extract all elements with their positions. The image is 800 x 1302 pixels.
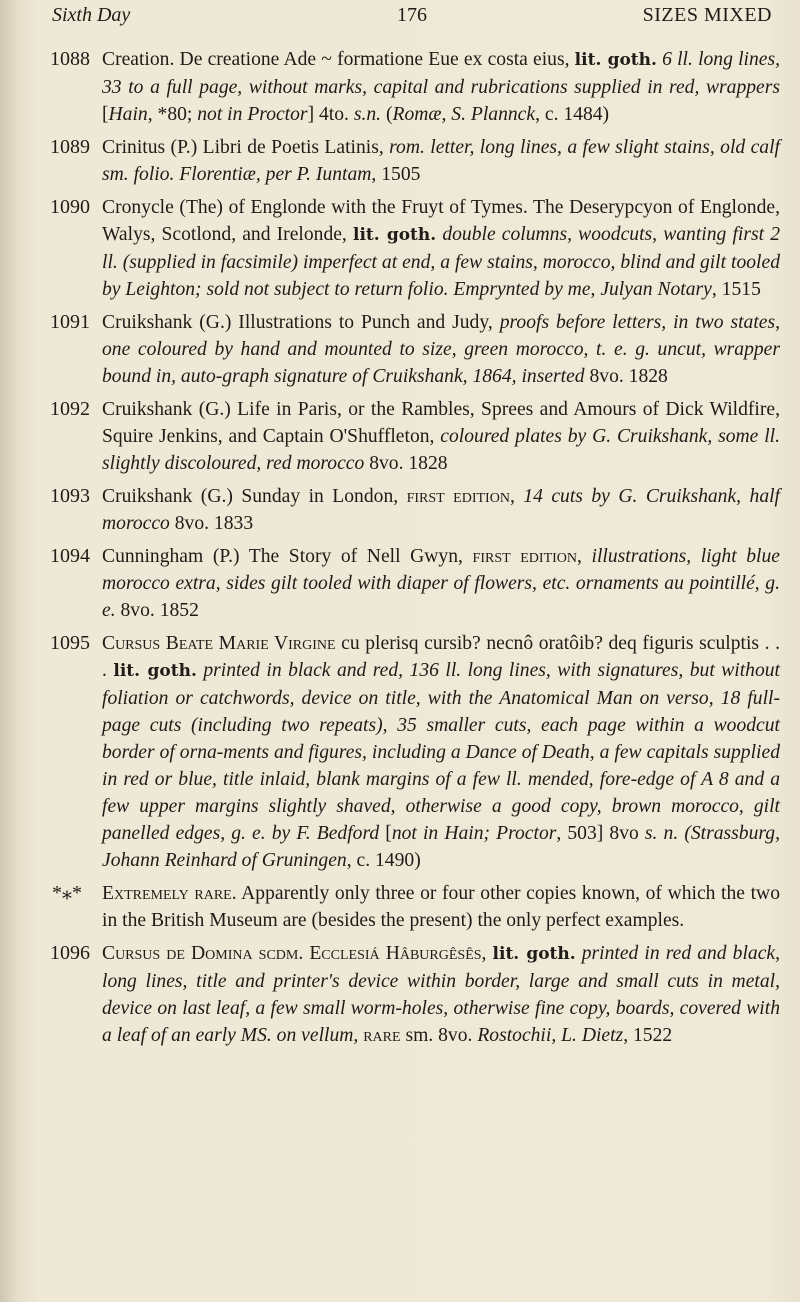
lot-entry <box>50 46 780 128</box>
lot-list <box>50 46 780 1055</box>
page-number: 176 <box>397 4 427 26</box>
lot-number: 1092 <box>50 398 90 420</box>
text-run: not in Hain; Proctor <box>391 823 557 844</box>
lot-entry <box>50 543 780 624</box>
lot-description <box>102 134 780 188</box>
text-run: sm. 8vo. <box>400 1025 478 1046</box>
lot-number: 1091 <box>50 311 90 333</box>
lot-number: 1088 <box>50 48 90 70</box>
text-run: Rostochii, L. Dietz <box>477 1025 624 1046</box>
text-run: Creation. De creatione Ade ~ formatione Eue ex costa eius, <box>102 49 575 70</box>
text-run: . Apparently only three or four other copies known, of which the two in the British Museum are (besides the present) the only perfect examples. <box>102 883 780 931</box>
lot-number: 1094 <box>50 545 90 567</box>
text-run: not in Proctor <box>197 104 308 125</box>
note-text <box>102 880 780 934</box>
text-run: Crinitus (P.) Libri de Poetis Latinis, <box>102 137 390 158</box>
text-run: s. n. (Strassburg, Johann Reinhard of Gruningen <box>102 823 780 871</box>
lot-entry <box>50 940 780 1049</box>
text-run: 6 ll. long lines, 33 to a full page, without marks, capital and rubrications supplied in red, wrappers <box>102 49 780 98</box>
text-run: , <box>577 546 592 567</box>
text-run: lit. goth. <box>113 661 197 681</box>
text-run: Hain <box>108 104 148 125</box>
lot-entry <box>50 630 780 874</box>
lot-number: 1095 <box>50 632 90 654</box>
lot-entry <box>50 483 780 537</box>
lot-description <box>102 309 780 390</box>
lot-note <box>50 880 780 934</box>
text-run: Cruikshank (G.) Life in Paris, or the Rambles, Sprees and Amours of Dick Wildfire, Squire Jenkins, and Captain O'Shuffleton, <box>102 399 780 447</box>
text-run: lit. goth. <box>352 225 437 245</box>
text-run: [ <box>379 823 392 844</box>
lot-description <box>102 543 780 624</box>
page-header <box>52 0 772 34</box>
text-run: rare <box>363 1025 401 1046</box>
lot-number: 1090 <box>50 196 90 218</box>
text-run: , c. 1484) <box>535 104 610 125</box>
text-run: , 503] 8vo <box>556 823 645 844</box>
lot-description <box>102 396 780 477</box>
asterism-mark: *⁎* <box>52 882 82 904</box>
lot-entry <box>50 396 780 477</box>
lot-description <box>102 630 780 874</box>
text-run: Cunningham (P.) The Story of Nell Gwyn, <box>102 546 473 567</box>
text-run: coloured plates by G. Cruikshank, some ll. slightly discoloured, red morocco <box>102 426 780 474</box>
text-run: rom. letter, long lines, a few slight stains, old calf <box>389 137 780 158</box>
text-run: Cursus Beate Marie Virgine <box>102 633 336 654</box>
text-run: Extremely rare <box>102 883 232 904</box>
text-run: , *80; <box>147 104 198 125</box>
text-run: Cursus de Domina scdm. Ecclesiá Hâburgêsês <box>102 943 482 964</box>
text-run: 8vo. 1828 <box>364 453 448 474</box>
lot-description <box>102 46 780 128</box>
text-run: , 1522 <box>623 1025 673 1046</box>
text-run: proofs before letters, in two states, one coloured by hand and mounted to size, green morocco, t. e. g. uncut, wrapper bound in, auto-graph signature of Cruikshank, 1864, inserted <box>102 312 780 387</box>
text-run: printed in red and black, long lines, title and printer's device within border, large and small cuts in metal, device on last leaf, a few small worm-holes, otherwise fine copy, boards, covered with a leaf of an early MS. on vellum, <box>102 943 780 1046</box>
text-run: first edition <box>472 546 578 567</box>
text-run: , 1515 <box>711 279 761 300</box>
text-run: [ <box>102 104 109 125</box>
text-run: sm. folio. Florentiæ, per P. Iuntam <box>102 164 372 185</box>
text-run: 8vo. 1852 <box>115 600 199 621</box>
text-run: ] 4to. <box>307 104 354 125</box>
text-run: , c. 1490) <box>346 850 421 871</box>
text-run: Romæ, S. Plannck <box>392 104 536 125</box>
text-run: ( <box>381 104 393 125</box>
running-head-section: SIZES MIXED <box>642 4 772 26</box>
lot-number: 1096 <box>50 942 90 964</box>
text-run: folio. Emprynted by me, Julyan Notary <box>407 279 712 300</box>
text-run: 14 cuts by G. Cruikshank, half morocco <box>102 486 780 534</box>
running-head-day: Sixth Day <box>52 4 131 26</box>
text-run: , 1505 <box>371 164 421 185</box>
text-run: Cronycle (The) of Englonde with the Fruyt of Tymes. The Deserypcyon of Englonde, Walys, Scotlond, and Irelonde, <box>102 197 780 245</box>
text-run: 8vo. 1828 <box>584 366 668 387</box>
text-run: lit. goth. <box>492 944 576 964</box>
text-run: 8vo. 1833 <box>169 513 254 534</box>
text-run: , <box>481 943 493 964</box>
lot-number: 1089 <box>50 136 90 158</box>
lot-description <box>102 940 780 1049</box>
text-run: , <box>509 486 524 507</box>
lot-entry <box>50 134 780 188</box>
text-run: lit. goth. <box>574 50 657 70</box>
lot-number: 1093 <box>50 485 90 507</box>
text-run: s.n. <box>353 104 382 125</box>
text-run: first edition <box>406 486 510 507</box>
text-run: printed in black and red, 136 ll. long lines, with signatures, but without foliation or catchwords, device on title, with the Anatomical Man on verso, 18 full-page cuts (including two repeats), 35 smaller cuts, each page within a woodcut border of orna-ments and figures, including a Dance of Death, a few capitals supplied in red or blue, title inlaid, blank margins of a few ll. mended, fore-edge of A 8 and a few upper margins slightly shaved, otherwise a good copy, brown morocco, gilt panelled edges, g. e. by F. Bedford <box>102 660 780 844</box>
text-run: cu plerisq cursib? necnô oratôib? deq figuris sculptis . . . <box>102 633 780 681</box>
text-run: Cruikshank (G.) Sunday in London, <box>102 486 407 507</box>
text-run: illustrations, light blue morocco extra, sides gilt tooled with diaper of flowers, etc. ornaments au pointillé, g. e. <box>102 546 780 621</box>
lot-entry <box>50 194 780 303</box>
lot-description <box>102 483 780 537</box>
text-run: Cruikshank (G.) Illustrations to Punch and Judy, <box>102 312 500 333</box>
lot-description <box>102 194 780 303</box>
lot-entry <box>50 309 780 390</box>
text-run: double columns, woodcuts, wanting first 2 ll. (supplied in facsimile) imperfect at end, a few stains, morocco, blind and gilt tooled by Leighton; sold not subject to return <box>102 224 780 300</box>
